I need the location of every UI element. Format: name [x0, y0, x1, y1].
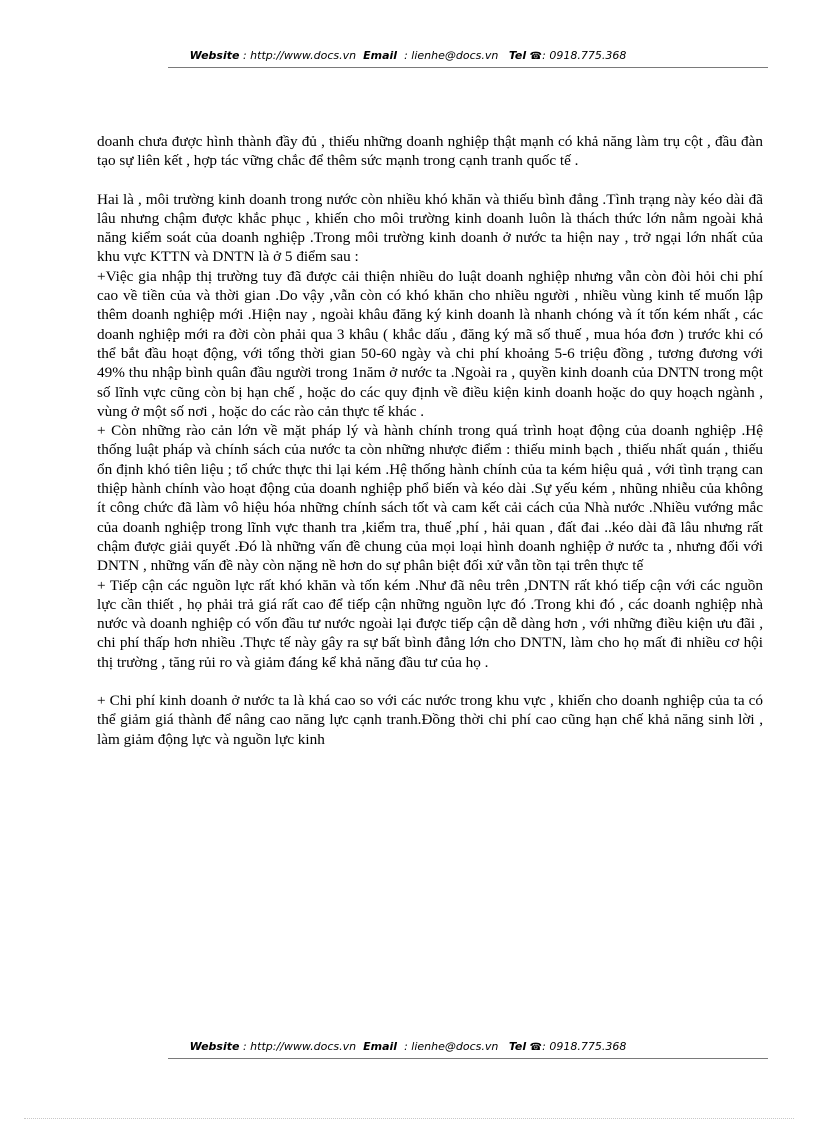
- header-email-label: Email: [363, 49, 398, 62]
- footer-website-label: Website: [189, 1040, 240, 1053]
- footer-tel-label: Tel: [508, 1040, 527, 1053]
- footer-tel-value: : 0918.775.368: [542, 1040, 627, 1053]
- page-header: [0, 49, 816, 62]
- paragraph: + Tiếp cận các nguồn lực rất khó khăn và tốn kém .Như đã nêu trên ,DNTN rất khó tiếp cận với các nguồn lực cần thiết , họ phải trả giá rất cao để tiếp cận những nguồn lực đó .Trong khi đó , các doanh nghiệp nhà nước và doanh nghiệp có vốn đầu tư nước ngoài lại được tiếp cận dễ dàng hơn , với những điều kiện ưu đãi , chi phí thấp hơn nhiều .Thực tế này gây ra sự bất bình đẳng lớn cho DNTN, làm cho họ mất đi nhiều cơ hội thị trường , tăng rủi ro và giảm đáng kể khả năng đầu tư của họ .: [97, 576, 763, 671]
- phone-icon: ☎: [529, 51, 543, 62]
- page-boundary: [24, 1118, 794, 1119]
- paragraph: Hai là , môi trường kinh doanh trong nước còn nhiều khó khăn và thiếu bình đẳng .Tình trạng này kéo dài đã lâu nhưng chậm được khắc phục , khiến cho môi trường kinh doanh luôn là thách thức lớn nằm ngoài khả năng kiểm soát của doanh nghiệp .Trong môi trường kinh doanh ở nước ta hiện nay , trở ngại lớn nhất của khu vực KTTN và DNTN là ở 5 điểm sau :: [97, 190, 763, 266]
- header-email-link[interactable]: : lienhe@docs.vn: [404, 49, 499, 62]
- paragraph: + Còn những rào cản lớn về mặt pháp lý và hành chính trong quá trình hoạt động của doanh nghiệp .Hệ thống luật pháp và chính sách của nước ta còn những nhược điểm : thiếu minh bạch , thiếu nhất quán , thiếu ổn định khó tiên liệu ; tổ chức thực thi lại kém .Hệ thống hành chính của ta kém hiệu quả , với tình trạng can thiệp hành chính vào hoạt động của doanh nghiệp phổ biến và kéo dài .Sự yếu kém , nhũng nhiễu của không ít công chức đã làm vô hiệu hóa những chính sách tốt và cam kết cải cách của Nhà nước .Nhiều vướng mắc của doanh nghiệp trong lĩnh vực thanh tra ,kiểm tra, thuế ,phí , hải quan , đất đai ..kéo dài đã lâu nhưng rất chậm được giải quyết .Đó là những vấn đề chung của mọi loại hình doanh nghiệp ở nước ta , nhưng đối với DNTN , những vấn đề này còn nặng nề hơn do sự phân biệt đối xử vẫn tồn tại trên thực tế: [97, 422, 763, 575]
- header-website-link[interactable]: : http://www.docs.vn: [242, 49, 357, 62]
- paragraph: +Việc gia nhập thị trường tuy đã được cải thiện nhiều do luật doanh nghiệp nhưng vẫn còn đòi hỏi chi phí cao về tiền của và thời gian .Do vậy ,vẫn còn có khó khăn cho nhiều người , nhiều vùng kinh tế muốn lập thêm doanh nghiệp mới .Hiện nay , ngoài khâu đăng ký kinh doanh là nhanh chóng và ít tốn kém nhất , các doanh nghiệp mới ra đời còn phải qua 3 khâu ( khắc dấu , đăng ký mã số thuế , mua hóa đơn ) trước khi có thể bắt đầu hoạt động, với tổng thời gian 50-60 ngày và chi phí khoảng 5-6 triệu đồng , tương đương với 49% thu nhập bình quân đầu người trong 1năm ở nước ta .Ngoài ra , quyền kinh doanh của DNTN trong một số lĩnh vực cũng còn bị hạn chế , hoặc do các quy định về điều kiện kinh doanh hoặc do quy hoạch ngành , vùng ở một số nơi , hoặc do các rào cản thực tế khác .: [97, 267, 763, 420]
- header-website-label: Website: [189, 49, 240, 62]
- header-tel-label: Tel: [508, 49, 527, 62]
- document-body: [97, 132, 763, 749]
- footer-divider: [168, 1058, 768, 1059]
- page-footer: [0, 1040, 816, 1053]
- paragraph: doanh chưa được hình thành đầy đủ , thiếu những doanh nghiệp thật mạnh có khả năng làm trụ cột , đầu đàn tạo sự liên kết , hợp tác vững chắc để thêm sức mạnh trong cạnh tranh quốc tế .: [97, 133, 763, 170]
- header-tel-value: : 0918.775.368: [542, 49, 627, 62]
- paragraph: + Chi phí kinh doanh ở nước ta là khá cao so với các nước trong khu vực , khiến cho doanh nghiệp của ta có thể giảm giá thành để nâng cao năng lực cạnh tranh.Đồng thời chi phí cao cũng hạn chế khả năng sinh lời , làm giảm động lực và nguồn lực kinh: [97, 692, 763, 748]
- header-divider: [168, 67, 768, 68]
- footer-email-link[interactable]: : lienhe@docs.vn: [404, 1040, 499, 1053]
- phone-icon: ☎: [529, 1042, 543, 1053]
- footer-email-label: Email: [363, 1040, 398, 1053]
- footer-website-link[interactable]: : http://www.docs.vn: [242, 1040, 357, 1053]
